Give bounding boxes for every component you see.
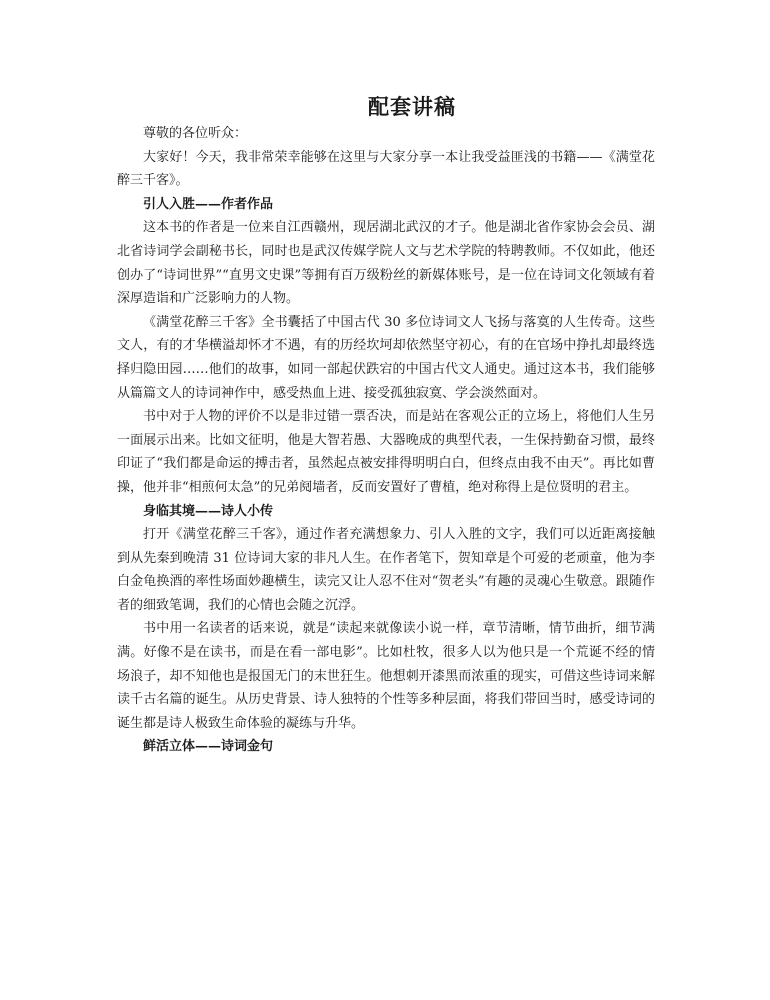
section-heading-biography: 身临其境——诗人小传: [143, 503, 274, 519]
section-heading-author: 引人入胜——作者作品: [143, 196, 274, 212]
intro-paragraph: 大家好！今天，我非常荣幸能够在这里与大家分享一本让我受益匪浅的书籍——《满堂花醉三千客》。: [117, 149, 655, 189]
page-title: 配套讲稿: [368, 94, 456, 119]
document-body: [117, 122, 655, 759]
paragraph: 《满堂花醉三千客》全书囊括了中国古代 30 多位诗词文人飞扬与落寞的人生传奇。这些文人，有的才华横溢却怀才不遇，有的历经坎坷却依然坚守初心，有的在官场中挣扎却最终选择归隐田园……他们的故事，如同一部起伏跌宕的中国古代文人通史。通过这本书，我们能够从篇篇文人的诗词神作中，感受热血上进、接受孤独寂寞、学会淡然面对。: [117, 314, 655, 401]
paragraph: 打开《满堂花醉三千客》，通过作者充满想象力、引人入胜的文字，我们可以近距离接触到从先秦到晚清 31 位诗词大家的非凡人生。在作者笔下，贺知章是个可爱的老顽童，他为李白金龟换酒的率性场面妙趣横生，读完又让人忍不住对“贺老头”有趣的灵魂心生敬意。跟随作者的细致笔调，我们的心情也会随之沉浮。: [117, 527, 655, 613]
greeting: 尊敬的各位听众：: [143, 126, 248, 141]
paragraph: 书中用一名读者的话来说，就是“读起来就像读小说一样，章节清晰，情节曲折，细节满满。好像不是在读书，而是在看一部电影”。比如杜牧，很多人以为他只是一个荒诞不经的情场浪子，却不知他也是报国无门的末世狂生。他想刺开漆黑而浓重的现实，可借这些诗词来解读千古名篇的诞生。从历史背景、诗人独特的个性等多种层面，将我们带回当时，感受诗词的诞生都是诗人极致生命体验的凝练与升华。: [117, 621, 655, 731]
paragraph: 书中对于人物的评价不以是非过错一票否决，而是站在客观公正的立场上，将他们人生另一面展示出来。比如文征明，他是大智若愚、大器晚成的典型代表，一生保持勤奋习惯，最终印证了“我们都是命运的搏击者，虽然起点被安排得明明白白，但终点由我不由天”。再比如曹操，他并非“相煎何太急”的兄弟阋墙者，反而安置好了曹植，绝对称得上是位贤明的君主。: [117, 409, 655, 495]
section-heading-quotes: 鲜活立体——诗词金句: [143, 739, 274, 755]
paragraph: 这本书的作者是一位来自江西赣州，现居湖北武汉的才子。他是湖北省作家协会会员、湖北省诗词学会副秘书长，同时也是武汉传媒学院人文与艺术学院的特聘教师。不仅如此，他还创办了“诗词世界”“直男文史课”等拥有百万级粉丝的新媒体账号，是一位在诗词文化领域有着深厚造诣和广泛影响力的人物。: [117, 220, 655, 307]
